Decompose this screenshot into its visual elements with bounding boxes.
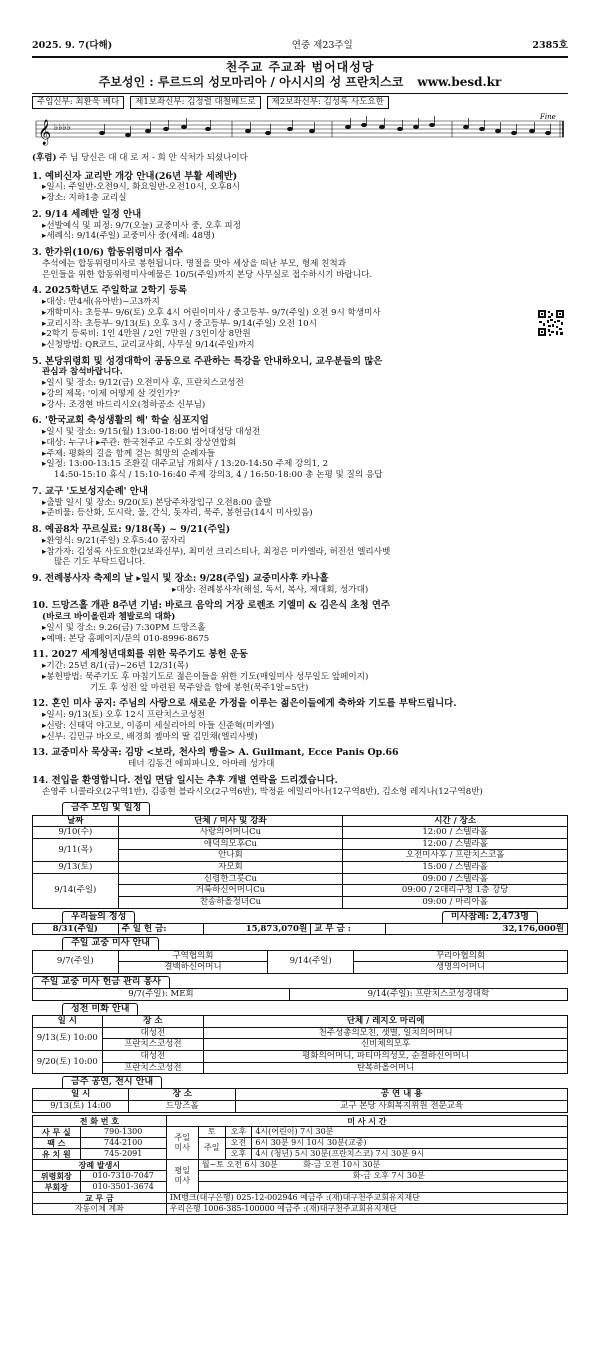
announcement-item: [32, 285, 568, 350]
phone-label: 유 치 원: [33, 1148, 81, 1159]
phone-number[interactable]: 790-1300: [80, 1126, 166, 1137]
first-assistant: 제1보좌신부: 김정렬 대철베드로: [130, 96, 260, 109]
row-group: 천주성총의모친, 샛별, 일치의어머니: [204, 1027, 568, 1039]
music-note: [125, 133, 130, 137]
treble-clef-icon: 𝄞: [38, 119, 52, 145]
announcement-line: ▸대상: 누구나 ▸주관: 한국천주교 수도회 장상연합회: [42, 437, 237, 448]
announcement-line: ▸선발예식 및 피정: 9/7(오늘) 교중미사 중, 오후 피정: [42, 220, 242, 231]
music-note: [429, 123, 434, 127]
issue-number: 2385호: [532, 40, 568, 51]
announcement-item: [32, 775, 568, 797]
announcement-line: 14:50-15:10 휴식 / 15:10-16:40 주제 강의3, 4 / 16:50-18:00 총 논평 및 질의 응답: [54, 470, 383, 481]
funeral-contact-number[interactable]: 010-3501-3674: [80, 1181, 166, 1192]
pastor: 주임신부: 최환욱 베다: [32, 96, 124, 109]
table-row: [33, 827, 568, 839]
second-assistant: 제2보좌신부: 김성록 사도요한: [267, 96, 389, 109]
row-date: 9/14(주일): [33, 873, 119, 908]
obligation-amount: 32,176,000원: [386, 923, 568, 935]
announcement-line: 손영주 니콜라오(2구역1반), 김종현 블라시오(2구역6반), 박정윤 에밀리아나(12구역8반), 김소형 레지나(12구역8반): [42, 786, 483, 797]
announcement-line: 테너 김동건 에피파니오, 아마레 성가대: [128, 759, 275, 770]
announcement-heading: 2. 9/14 세례반 일정 안내: [32, 208, 142, 220]
psalm-lyrics: [32, 153, 248, 164]
announcement-line: ▸일시 및 장소: 9/12(금) 오전미사 후, 프란치스코성전: [42, 378, 244, 389]
row-time: 09:00 / 2대리구청 1층 강당: [343, 885, 568, 897]
fine-marking: Fine: [540, 112, 556, 121]
announcement-item: [32, 171, 568, 204]
cash-service-table: [32, 988, 568, 1001]
row-group: 신령한그릇Cu: [118, 873, 343, 885]
mass-ampm: 오전: [225, 1137, 252, 1148]
announcement-item: [32, 747, 568, 769]
church-cleaning: [32, 1003, 568, 1074]
row-group: 거룩하신어머니Cu: [118, 885, 343, 897]
liturgical-week: 연중 제23주일: [291, 40, 353, 51]
events-tab: 금주 공연, 전시 안내: [62, 1076, 162, 1088]
row-time: 12:00 / 스텔라홀: [343, 838, 568, 850]
announcement-line: ▸일정: 13:00-13:15 조환길 대주교님 개회사 / 13:20-14:50 주제 강의1, 2: [42, 459, 329, 470]
announcement-line: 추석에는 합동위령미사로 봉헌됩니다. 명절을 맞아 세상을 떠난 부모, 형제 친척과: [42, 258, 347, 269]
announcement-line: ▸2학기 등록비: 1인 4만원 / 2인 7만원 / 3인이상 8만원: [42, 329, 251, 340]
announcement-heading: 5. 본당위령회 및 성경대학이 공동으로 주관하는 특강을 안내하오니, 교우분들의 많은: [32, 355, 383, 367]
col-when: 일 시: [33, 1016, 103, 1028]
week-schedule: [32, 802, 568, 908]
announcement-line: ▸일시 및 장소: 9.26(금) 7:30PM 드망즈홀: [42, 622, 206, 633]
music-note: [479, 127, 484, 131]
patron-saints: 주보성인 : 루르드의 성모마리아 / 아시시의 성 프란치스코: [98, 75, 404, 89]
mass-guide-table: [32, 950, 568, 974]
cash-service-tab: 주일 교중 미사 헌금 관리 봉사: [32, 976, 170, 988]
funeral-contact-number[interactable]: 010-7310-7047: [80, 1170, 166, 1181]
col-time: 시간 / 장소: [343, 815, 568, 827]
row-place: 대성전: [102, 1050, 204, 1062]
row-group: 안나회: [118, 850, 343, 862]
announcement-heading: 3. 한가위(10/6) 합동위령미사 접수: [32, 247, 184, 259]
clergy-list: [32, 96, 568, 109]
announcement-line: ▸신랑: 신태덕 야고보, 이종미 세실리아의 아들 신준혁(미카엘): [42, 720, 275, 731]
music-note: [511, 131, 516, 135]
funeral-contact-label: 부회장: [33, 1181, 81, 1192]
announcement-line: ▸개학미사: 초등부- 9/6(토) 오후 4시 어린이미사 / 중고등부- 9/7(주일) 오전 9시 학생미사: [42, 307, 381, 318]
music-note: [397, 127, 402, 131]
announcement-line: ▸대상: 전례봉사자(해설, 독서, 복사, 제대회, 성가대): [172, 584, 369, 595]
table-row: [33, 1027, 568, 1039]
music-note: [545, 131, 550, 135]
row-group: 애덕의모후Cu: [118, 838, 343, 850]
music-note: [379, 125, 384, 129]
announcement-heading: 1. 예비신자 교리반 개강 안내(26년 부활 세례반): [32, 170, 238, 182]
mass-day: 주일: [198, 1137, 225, 1159]
announcement-line: ▸준비물: 등산화, 도시락, 물, 간식, 돗자리, 묵주, 봉헌금(14시 미사있음): [42, 508, 313, 519]
announcement-item: [32, 415, 568, 480]
announcement-line: ▸주제: 평화의 길을 함께 걷는 희망의 순례자들: [42, 448, 216, 459]
phone-label: 팩 스: [33, 1137, 81, 1148]
guide-group-2b: 생명의어머니: [353, 962, 567, 974]
table-row: [33, 873, 568, 885]
announcement-line: ▸신부: 김민규 바오로, 배경희 젬마의 딸 김민채(엘리사벳): [42, 731, 258, 742]
psalm-music: [32, 113, 568, 167]
announcement-line: 많은 기도 부탁드립니다.: [54, 557, 146, 568]
music-note: [163, 127, 168, 131]
announcement-heading: 4. 2025학년도 주일학교 2학기 등록: [32, 285, 188, 297]
music-note: [413, 125, 418, 129]
table-row: [33, 1101, 568, 1113]
row-group: 찬송하올정녀Cu: [118, 896, 343, 908]
announcement-heading: 12. 혼인 미사 공지: 주님의 사랑으로 새로운 가정을 이루는 젊은이들에게 축하와 기도를 부탁드립니다.: [32, 698, 457, 710]
announcement-line: ▸세례식: 9/14(주일) 교중미사 중(세례: 48명): [42, 231, 215, 242]
mass-times: 4시 (청년) 5시 30분(프란치스코) 7시 30분 9시: [252, 1148, 568, 1159]
event-content: 교구 본당 사회복지위원 전문교육: [236, 1101, 568, 1113]
row-place: 대성전: [102, 1027, 204, 1039]
music-note: [463, 125, 468, 129]
announcement-item: [32, 356, 568, 411]
row-time: 09:00 / 스텔라홀: [343, 873, 568, 885]
offerings-tab: 우리들의 정성: [62, 911, 135, 923]
obligation-title: 교 무 금: [33, 1192, 167, 1203]
announcement-item: [32, 573, 568, 595]
music-note: [345, 125, 350, 129]
patrons-line: [32, 75, 568, 90]
footer-table: [32, 1115, 568, 1215]
weekday-mass-2: 화-금 오후 7시 30분: [198, 1170, 567, 1181]
col-when: 일 시: [33, 1089, 129, 1101]
announcement-line: ▸환영식: 9/21(주일) 오후5:40 꿈자리: [42, 535, 186, 546]
announcement-line: ▸대상: 만4세(유아반)~고3까지: [42, 297, 160, 308]
table-row: [33, 862, 568, 874]
guide-group-1a: 구역협의회: [118, 950, 268, 962]
mass-time-title: 미 사 시 간: [166, 1115, 567, 1126]
announcements: [32, 171, 568, 798]
announcement-line: (바로크 바이올린과 쳄발로의 대화): [42, 612, 176, 623]
offerings: [32, 911, 568, 936]
table-row: [33, 1062, 568, 1074]
music-note: [287, 127, 292, 131]
music-note: [529, 129, 534, 133]
row-when: 9/20(토) 10:00: [33, 1050, 103, 1073]
row-time: 12:00 / 스텔라홀: [343, 827, 568, 839]
week-schedule-table: [32, 815, 568, 909]
announcement-item: [32, 600, 568, 644]
header-meta: [32, 40, 568, 54]
event-when: 9/13(토) 14:00: [33, 1101, 129, 1113]
performances: [32, 1076, 568, 1113]
announcement-line: ▸일시 및 장소: 9/15(월) 13:00-18:00 범어대성당 대성전: [42, 427, 261, 438]
announcement-line: ▸일시: 9/13(토) 오후 12시 프란치스코성전: [42, 710, 205, 721]
announcement-line: 기도 후 성전 앞 마련된 묵주알을 함에 봉헌(묵주1알=5단): [90, 682, 309, 693]
announcement-line: ▸출발 일시 및 장소: 9/20(토) 본당주차장입구 오전8:00 출발: [42, 497, 272, 508]
announcement-heading: 11. 2027 세계청년대회를 위한 묵주기도 봉헌 운동: [32, 649, 248, 661]
phone-number[interactable]: 744-2100: [80, 1137, 166, 1148]
phone-number[interactable]: 745-2091: [80, 1148, 166, 1159]
music-note: [205, 127, 210, 131]
table-row: [33, 838, 568, 850]
mass-times: 6시 30분 9시 10시 30분(교중): [252, 1137, 568, 1148]
music-note: [309, 129, 314, 133]
row-time: 15:00 / 스텔라홀: [343, 862, 568, 874]
announcement-heading: 7. 교구 '도보성지순례' 안내: [32, 485, 148, 497]
announcement-line: ▸기간: 25년 8/1(금)~26년 12/31(목): [42, 661, 189, 672]
footer-info: [32, 1115, 568, 1215]
announcement-line: ▸참가자: 김성록 사도요한(2보좌신부), 최미선 크리스티나, 최정은 미카엘라, 허진선 엘리사벳: [42, 546, 391, 557]
funeral-contact-label: 위령회장: [33, 1170, 81, 1181]
row-place: 프란치스코성전: [102, 1039, 204, 1051]
col-group: 단체 / 미사 및 강좌: [118, 815, 343, 827]
announcement-line: ▸장소: 지하1층 교리실: [42, 193, 127, 204]
col-date: 날짜: [33, 815, 119, 827]
mass-day: 토: [198, 1126, 225, 1137]
col-content: 공 연 내 용: [236, 1089, 568, 1101]
announcement-line: ▸강의 제목: '이제 어떻게 살 것인가?': [42, 388, 181, 399]
col-place: 장 소: [129, 1089, 236, 1101]
music-note: [265, 131, 270, 135]
announcement-heading: 6. '한국교회 축성생활의 해' 학술 심포지엄: [32, 415, 209, 427]
mass-attendance: 미사참례: 2,473명: [442, 911, 538, 923]
cash-service-week1: 9/7(주일): ME회: [33, 989, 290, 1001]
row-when: 9/13(토) 10:00: [33, 1027, 103, 1050]
announcement-heading: 13. 교중미사 묵상곡: 김망 <보라, 천사의 빵을> A. Guilmant, Ecce Panis Op.66: [32, 747, 399, 759]
music-note: [145, 129, 150, 133]
event-place: 드망즈홀: [129, 1101, 236, 1113]
announcement-line: ▸신청방법: QR코드, 교리교사회, 사무실 9/14(주일)까지: [42, 339, 255, 350]
guide-date-1: 9/7(주일): [33, 950, 119, 973]
guide-group-1b: 결백하신어머니: [118, 962, 268, 974]
cathedral-title: 천주교 주교좌 범어대성당: [225, 60, 375, 74]
title-box: [32, 56, 568, 94]
announcement-item: [32, 698, 568, 742]
weekday-mass-label: 평일 미사: [166, 1159, 198, 1192]
table-row: [33, 1050, 568, 1062]
music-staff: [32, 113, 568, 153]
announcement-heading: 8. 예곰8차 꾸르실료: 9/18(목) ~ 9/21(주일): [32, 524, 231, 536]
row-date: 9/13(토): [33, 862, 119, 874]
announcement-item: [32, 209, 568, 242]
col-legio: 단체 / 레지오 마리에: [204, 1016, 568, 1028]
mass-guide-tab: 주일 교중 미사 안내: [62, 937, 159, 949]
auto-transfer-label: 자동이체 계좌: [33, 1203, 167, 1214]
cleaning-table: [32, 1015, 568, 1074]
row-date: 9/11(목): [33, 838, 119, 861]
row-group: 신비체의모후: [204, 1039, 568, 1051]
row-group: 평화의어머니, 파티마의성모, 순결하신어머니: [204, 1050, 568, 1062]
announcement-heading: 9. 전례봉사자 축제의 날 ▸일시 및 장소: 9/28(주일) 교중미사후 카나홀: [32, 572, 329, 584]
music-note: [245, 129, 250, 133]
qr-code-icon[interactable]: [538, 310, 564, 336]
mass-ampm: 오후: [225, 1148, 252, 1159]
funeral-title: 장례 발생시: [33, 1159, 167, 1170]
obligation-label: 교 무 금 :: [311, 923, 386, 935]
announcement-heading: 14. 전입을 환영합니다. 전입 면담 일시는 추후 개별 연락을 드리겠습니다.: [32, 774, 338, 786]
announcement-heading: 10. 드망즈홀 개관 8주년 기념: 바로크 음악의 거장 로렌조 기엘미 & 김은식 초청 연주: [32, 600, 390, 612]
phone-title: 전 화 번 호: [33, 1115, 167, 1126]
music-note: [181, 125, 186, 129]
website-link[interactable]: www.besd.kr: [417, 75, 502, 89]
row-time: 오전미사후 / 프란치스코홀: [343, 850, 568, 862]
cleaning-tab: 성전 미화 안내: [62, 1003, 138, 1015]
announcement-item: [32, 524, 568, 568]
svg-text:♭♭♭♭: ♭♭♭♭: [54, 122, 71, 133]
mass-times: 4시(어린이) 7시 30분: [252, 1126, 568, 1137]
sunday-mass-label: 주일 미사: [166, 1126, 198, 1159]
row-group: 탄복하올어머니: [204, 1062, 568, 1074]
guide-group-2a: 꾸리아협의회: [353, 950, 567, 962]
week-schedule-tab: 금주 모임 및 일정: [62, 802, 150, 814]
weekly-offering-label: 주 일 헌 금:: [118, 923, 204, 935]
cash-service-week2: 9/14(주일): 프란치스코성경대학: [289, 989, 567, 1001]
music-note: [361, 123, 366, 127]
announcement-line: 은인들을 위한 합동위령미사예물은 10/5(주일)까지 본당 사무실로 접수하시기 바랍니다.: [42, 269, 373, 280]
bank-account-1: IM뱅크(대구은행) 025-12-002946 예금주 :(재)대구천주교회유지재단: [166, 1192, 567, 1203]
announcement-item: [32, 486, 568, 519]
col-place: 장 소: [102, 1016, 204, 1028]
cash-service: [32, 976, 568, 1001]
announcement-item: [32, 247, 568, 280]
guide-date-2: 9/14(주일): [268, 950, 354, 973]
announcement-line: ▸강사: 조경현 바드리시오(청하공소 신부님): [42, 399, 206, 410]
announcement-line: ▸봉헌방법: 묵주기도 후 마침기도로 젊은이들을 위한 기도(매일미사 성무일도 앞페이지): [42, 671, 369, 682]
response-label: (후렴): [32, 152, 57, 163]
announcement-line: 관심과 참석바랍니다.: [42, 367, 123, 378]
announcement-item: [32, 649, 568, 693]
music-note: [495, 129, 500, 133]
announcement-line: ▸일시: 주일반-오전9시, 화요일반-오전10시, 오후8시: [42, 182, 240, 193]
row-group: 자모회: [118, 862, 343, 874]
sunday-mass-guide: [32, 937, 568, 974]
weekday-mass-1: 월~토 오전 6시 30분 화-금 오전 10시 30분: [198, 1159, 567, 1170]
mass-ampm: 오후: [225, 1126, 252, 1137]
announcement-line: ▸교리시작: 초등부- 9/13(토) 오후 3시 / 중고등부- 9/14(주일) 오전 10시: [42, 318, 317, 329]
offerings-table: [32, 923, 568, 936]
response-text: 주 님 당신은 대 대 로 저 - 희 안 식처가 되셨나이다: [59, 152, 248, 163]
table-row: [33, 1039, 568, 1051]
bank-account-2: 우리은행 1006-385-100000 예금주 :(재)대구천주교회유지재단: [166, 1203, 567, 1214]
music-note: [99, 131, 104, 135]
row-place: 프란치스코성전: [102, 1062, 204, 1074]
events-table: [32, 1088, 568, 1112]
issue-date: 2025. 9. 7(다해): [32, 40, 113, 51]
offering-date: 8/31(주일): [33, 923, 119, 935]
announcement-line: ▸예매: 본당 홈페이지/문의 010-8996-8675: [42, 633, 210, 644]
row-group: 사랑의어머니Cu: [118, 827, 343, 839]
weekly-offering-amount: 15,873,070원: [204, 923, 311, 935]
phone-label: 사 무 실: [33, 1126, 81, 1137]
row-time: 09:00 / 마리아홀: [343, 896, 568, 908]
row-date: 9/10(수): [33, 827, 119, 839]
